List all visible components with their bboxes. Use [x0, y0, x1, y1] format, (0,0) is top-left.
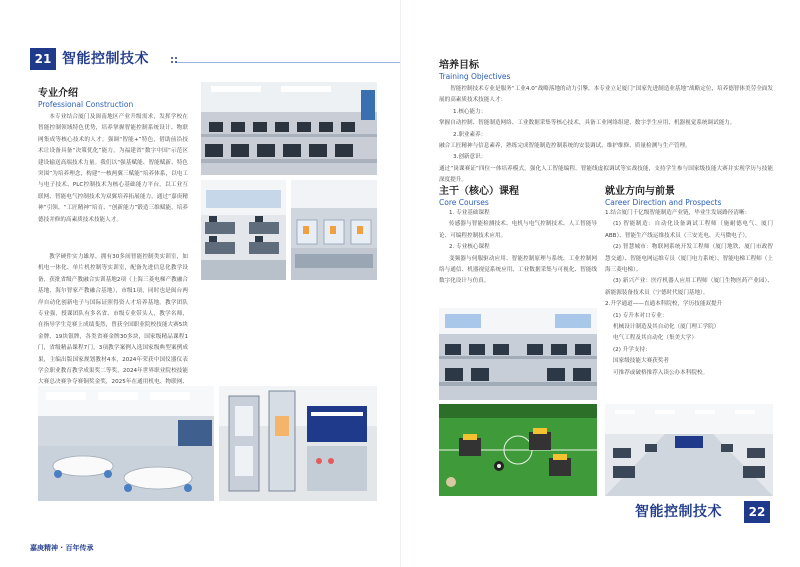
objectives-heading — [439, 56, 599, 81]
courses-body — [439, 208, 597, 288]
page-number-left: 21 — [30, 48, 56, 70]
intro-paragraph-2: 教学硬件实力雄厚，拥有30多间智能控制类实训室，如机电一体化、单片机控制等实训室，配备先进信息化教学设备，获批省级产教融合实训基地2项（上海三菱电梯产教融合基地、海尔智家产教融合基地），市级1项，同时也是闽台两岸自动化创新电子与国际证照得资人才培养基地。教学团队专业强，授课团队有多名省、市级专业带头人，教学名师，在指导学生竞赛上成绩斐然，曾获全国职业院校技能大赛5块金牌、19块银牌，各类省赛金牌30多块，国家级精品课程1门，省级精品课程7门，3项教学案例入选国家级典型案例成果，主编出版国家规划教材4本，2024年荣获中国仪器仪表学会职业教育教学成果奖二等奖，2024年世界职业院校技能大赛总决赛争夺赛铜奖金奖，2025年在通用机电、物联网、 — [38, 254, 188, 386]
right-page — [400, 0, 800, 567]
footer-title: 智能控制技术 — [635, 504, 722, 520]
courses-line-0: 1. 专业基础课程 — [449, 210, 490, 216]
objectives-line-2: 掌握自动控制、智能制造网络、工业数据采集等核心技术，具备工业网络组建、数字孪生应用、机器视觉系统调试能力。 — [439, 120, 736, 127]
intro-paragraph-1: 本专业结合厦门及闽南地区产业升级需求，发挥学校在智能控制领域特色优势，培养掌握智能控制系统设计、物联网集成等核心技术的人才。强调“智能+”特色，借助前沿技术让设备具备“决策优化”能力，为福建省“数字中国”示范区建设输送高端技术力量。我们以“强基赋能、智能赋新、特色突围”为培养理念，构建“一核两翼三赋能”培养体系，以电工与电子技术、PLC控制技术为核心基础能力平台，以工业互联网、智能电气控制技术为双翼培养拓展能力，通过“嘉庚精神”引领、“工匠精神”培育、“创新能力”锻造三维赋能，培养德技并修的高素质技术技能人才。 — [38, 114, 188, 223]
careers-line-1: (1) 智能制造：自动化设备调试工程师（施耐德电气、厦门ABB）、智能生产线运维技术员（三安光电、天马微电子）。 — [605, 221, 773, 239]
courses-title-en: Core Courses — [439, 198, 489, 207]
careers-line-2: (2) 智慧城市：物联网系统开发工程师（厦门地铁、厦门市政智慧交通）、智能电网运维专员（厦门电力系统）、智能电梯工程师（上海三菱电梯）。 — [605, 244, 773, 274]
lab-photo-bench-room — [201, 180, 286, 280]
courses-title: 主干（核心）课程 — [439, 186, 519, 197]
courses-line-1: 传感器与智能检测技术、电机与电气控制技术、人工智能导论、可编程控制技术应用。 — [439, 221, 597, 239]
lab-photo-elevator-model — [219, 386, 377, 501]
careers-line-9: 国家级技能大赛获奖者 — [613, 358, 669, 365]
courses-line-3: 变频器与伺服驱动应用、智能控制原理与系统、工业控制网络与通信、机器视觉系统应用、工业数据采集与可视化、智能线数字化设计与仿真。 — [439, 255, 597, 285]
careers-heading — [605, 182, 775, 207]
careers-line-10: 可推荐或破格推荐入读公办本科院校。 — [613, 369, 709, 376]
objectives-title-en: Training Objectives — [439, 72, 511, 81]
careers-title-en: Career Direction and Prospects — [605, 198, 722, 207]
careers-body — [605, 208, 773, 379]
header-rule — [176, 62, 400, 63]
objectives-line-0: 智能控制技术专业是服务“工业4.0”战略落地的动力引擎，本专业立足厦门“国家先进制造业基地”战略定位，培养德智体美劳全面发展的高素质技术技能人才： — [439, 86, 773, 104]
page-number-right: 22 — [744, 501, 770, 523]
objectives-line-3: 2.职业素养： — [453, 131, 487, 138]
lab-photo-classroom-right — [439, 308, 597, 400]
careers-title: 就业方向与前景 — [605, 186, 675, 197]
lab-photo-long-hall — [605, 404, 773, 496]
careers-line-0: 1.结合厦门千亿级智能制造产业链，毕业生发展路径清晰： — [605, 210, 751, 216]
careers-line-6: 机械设计制造及其自动化（厦门理工学院） — [613, 324, 720, 331]
lab-photo-robot-soccer — [439, 404, 597, 496]
careers-line-3: (3) 新兴产业：医疗机器人应用工程师（厦门生物医药产业园）、新能源装备技术员（宁德时代厦门基地）。 — [605, 278, 773, 296]
objectives-title: 培养目标 — [439, 60, 479, 71]
courses-heading — [439, 182, 599, 207]
objectives-line-1: 1.核心能力： — [453, 108, 487, 115]
lab-photo-computer-room — [201, 82, 377, 175]
careers-line-8: (2) 升学支持： — [613, 346, 651, 353]
intro-title: 专业介绍 — [38, 88, 78, 99]
courses-line-2: 2. 专业核心课程 — [449, 244, 490, 251]
page-header-title: 智能控制技术 — [62, 51, 149, 67]
right-page-footer — [635, 501, 800, 523]
careers-line-4: 2.升学通道——直通本科院校，学历技能双提升 — [605, 301, 723, 308]
intro-title-en: Professional Construction — [38, 100, 134, 109]
lab-photo-round-tables — [38, 386, 214, 501]
left-page-header — [0, 48, 400, 70]
objectives-line-5: 3.创新意识： — [453, 154, 487, 161]
intro-heading — [38, 84, 188, 109]
objectives-line-6: 通过“岗课赛证”四位一体培养模式，强化人工智能编程、智能线虚拟调试等实战技能，支持学生参与国家级技能大赛并实现学历与技能深度提升。 — [439, 165, 773, 184]
header-dots-icon — [170, 56, 178, 68]
objectives-line-4: 融合工匠精神与信息素养，熟练完成智能制造控制系统的安装调试、维护维修、质量检测与生产管理。 — [439, 143, 691, 150]
careers-line-5: (1) 专升本对口专业： — [613, 312, 668, 319]
objectives-body — [439, 84, 773, 187]
intro-body-2 — [38, 252, 188, 392]
careers-line-7: 电气工程及其自动化（集美大学） — [613, 335, 697, 342]
footer-slogan: 嘉庚精神 · 百年传承 — [30, 544, 94, 552]
lab-photo-robot-arm-room — [291, 180, 377, 280]
